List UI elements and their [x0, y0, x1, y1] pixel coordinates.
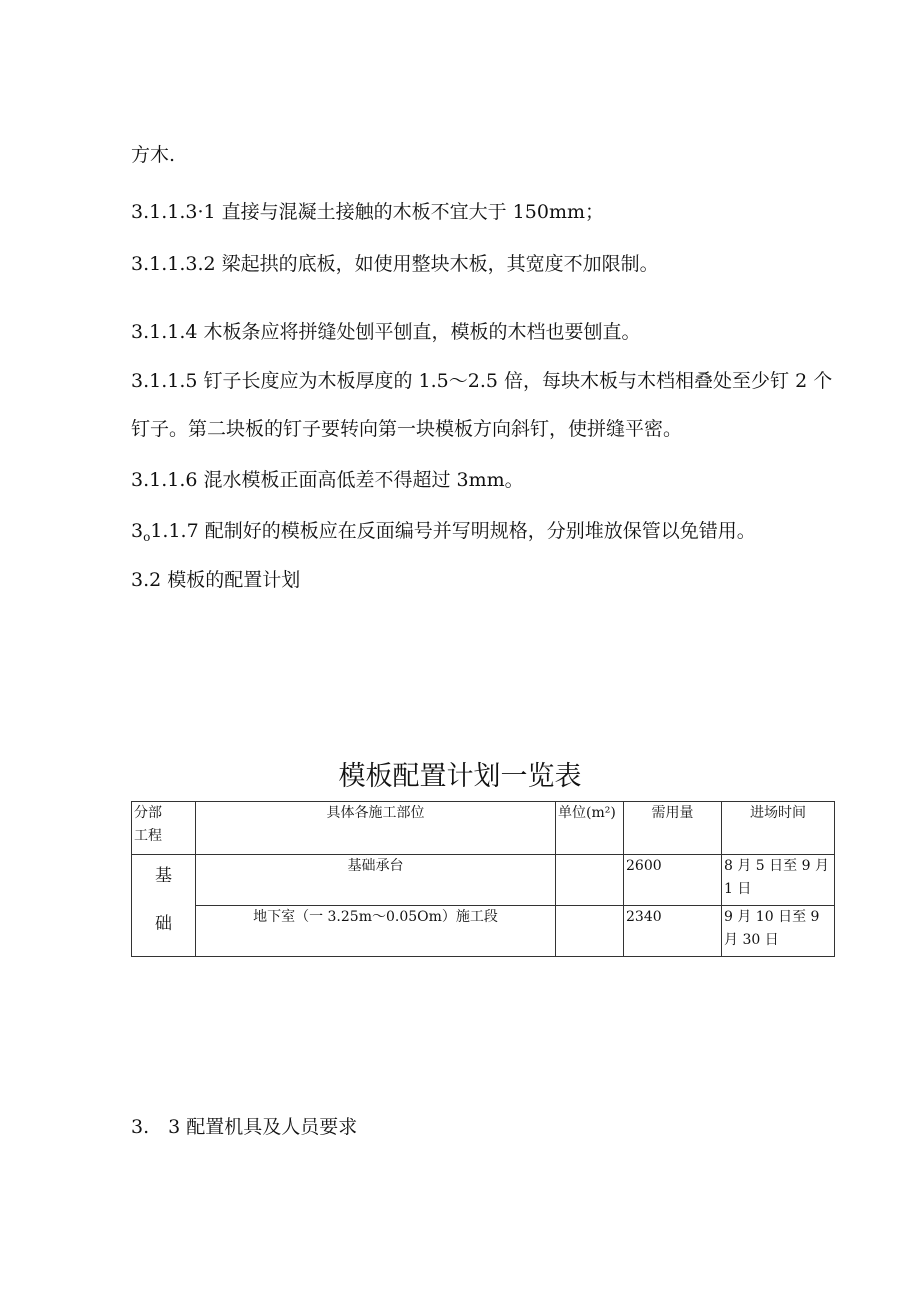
row2-time-line2: 月 30 日 [724, 932, 779, 948]
paragraph-3-1-1-7-prefix: 3 [131, 520, 144, 542]
table-title: 模板配置计划一览表 [338, 761, 582, 792]
row2-time [722, 906, 835, 957]
paragraph-3-1-1-7-text: 1.1.7 配制好的模板应在反面编号并写明规格，分别堆放保管以免错用。 [150, 520, 756, 542]
row1-time-line1: 8 月 5 日至 9 月 [724, 858, 829, 874]
paragraph-3-1-1-3-1: 3.1.1.3·1 直接与混凝土接触的木板不宜大于 150mm； [131, 201, 604, 223]
table-row [132, 906, 835, 957]
row1-time-line2: 1 日 [724, 881, 752, 897]
header-time: 进场时间 [722, 802, 835, 855]
paragraph-fangmu: 方木. [131, 144, 176, 166]
header-category [132, 802, 196, 855]
table-header-row [132, 802, 835, 855]
paragraph-3-1-1-3-2: 3.1.1.3.2 梁起拱的底板，如使用整块木板，其宽度不加限制。 [131, 253, 659, 275]
row2-time-line1: 9 月 10 日至 9 [724, 909, 820, 925]
header-location: 具体各施工部位 [196, 802, 556, 855]
table-row [132, 855, 835, 906]
row1-time [722, 855, 835, 906]
row2-quantity: 2340 [624, 906, 722, 957]
header-unit: 单位(m²) [556, 802, 624, 855]
row1-unit [556, 855, 624, 906]
paragraph-3-1-1-7 [131, 519, 756, 549]
row2-location: 地下室（一 3.25m～0.05Om）施工段 [196, 906, 556, 957]
header-category-line2: 工程 [134, 828, 162, 844]
header-quantity: 需用量 [624, 802, 722, 855]
section-heading-3-2: 3.2 模板的配置计划 [131, 569, 301, 591]
row1-location: 基础承台 [196, 855, 556, 906]
row2-unit [556, 906, 624, 957]
paragraph-3-1-1-6: 3.1.1.6 混水模板正面高低差不得超过 3mm。 [131, 469, 524, 491]
formwork-plan-table [131, 801, 835, 957]
section-heading-3-3: 3. 3 配置机具及人员要求 [131, 1116, 358, 1138]
paragraph-3-1-1-5-line1: 3.1.1.5 钉子长度应为木板厚度的 1.5～2.5 倍，每块木板与木档相叠处至少钉 2 个 [131, 370, 833, 392]
paragraph-3-1-1-4: 3.1.1.4 木板条应将拼缝处刨平刨直，模板的木档也要刨直。 [131, 321, 641, 343]
category-char-1: 基 [155, 866, 172, 886]
category-char-2: 础 [155, 914, 172, 934]
category-cell [132, 855, 196, 957]
paragraph-3-1-1-5-line2: 钉子。第二块板的钉子要转向第一块模板方向斜钉，使拼缝平密。 [131, 418, 683, 440]
paragraph-3-1-1-7-subscript: o [143, 530, 151, 544]
row1-quantity: 2600 [624, 855, 722, 906]
header-category-line1: 分部 [134, 805, 162, 821]
